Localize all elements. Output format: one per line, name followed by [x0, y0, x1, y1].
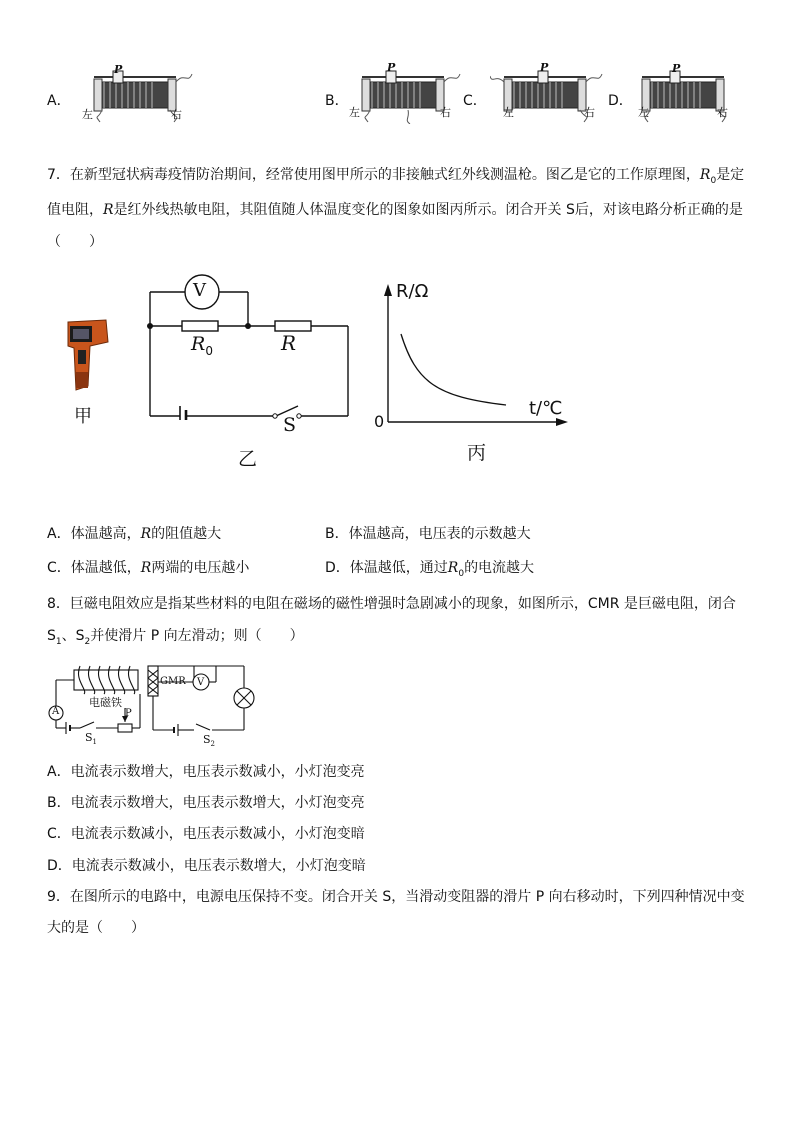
q7-option-d: D．体温越低，通过$R_0$的电流越大: [325, 560, 535, 579]
q6-option-d-slider-label: P: [672, 62, 681, 75]
q8-option-b: B．电流表示数增大，电压表示数增大，小灯泡变亮: [47, 795, 365, 811]
q8-ammeter-label: A: [52, 706, 60, 717]
q7-r0-label: $R_0$: [191, 333, 213, 358]
q7-fig-bing-label: 丙: [467, 442, 487, 464]
q8-voltmeter-label: V: [197, 677, 205, 688]
q8-gmr-label: GMR: [160, 676, 186, 687]
q6-option-c-slider-label: P: [540, 61, 549, 74]
q8-electromagnet-label: 电磁铁: [89, 696, 122, 709]
q7-option-c: C．体温越低，R两端的电压越小: [47, 560, 250, 576]
q8-option-d: D．电流表示数减小，电压表示数增大，小灯泡变暗: [47, 858, 366, 874]
q7-graph-y-axis-label: R/Ω: [396, 281, 429, 302]
q8-slider-p-label: P: [125, 708, 132, 719]
q7-answer-brackets: （ ）: [47, 234, 103, 250]
q7-fig-jia-label: 甲: [74, 406, 92, 427]
q9-stem-line-2: 大的是（ ）: [47, 920, 145, 936]
q6-option-c-left-label: 左: [503, 106, 514, 119]
q6-option-d-label: D．: [608, 93, 633, 109]
q6-option-d-right-label: 右: [717, 106, 728, 119]
q6-option-a-label: A．: [47, 93, 71, 109]
q6-option-b-right-label: 右: [440, 106, 451, 119]
q8-s2-label: $S_2$: [203, 733, 216, 749]
q7-voltmeter-label: V: [193, 280, 206, 301]
q7-stem-line-1: 7．在新型冠状病毒疫情防治期间，经常使用图甲所示的非接触式红外线测温枪。图乙是它的工作原理图，$R_0$是定: [47, 167, 745, 186]
q6-option-b-slider-label: P: [387, 61, 396, 74]
q7-option-a: A．体温越高，R的阻值越大: [47, 526, 222, 542]
q7-r-label: R: [281, 331, 297, 355]
q6-option-a-left-label: 左: [82, 108, 93, 121]
q7-fig-jia-thermometer-gun: [62, 316, 114, 398]
q8-s1-label: $S_1$: [85, 731, 98, 747]
q7-graph-x-axis-label: t/℃: [529, 398, 563, 419]
q8-stem-line-2: $S_1$、$S_2$并使滑片 P 向左滑动；则（ ）: [47, 628, 304, 647]
q6-option-d-left-label: 左: [638, 106, 649, 119]
q6-option-a-right-label: 右: [171, 108, 182, 121]
q6-option-b-label: B．: [325, 93, 349, 109]
q6-option-c-right-label: 右: [584, 106, 595, 119]
q8-stem-line-1: 8．巨磁电阻效应是指某些材料的电阻在磁场的磁性增强时急剧减小的现象，如图所示，CMR 是巨磁电阻，闭合: [47, 596, 736, 612]
q7-graph-origin: 0: [374, 412, 385, 431]
q7-switch-label: S: [283, 414, 297, 436]
q7-fig-yi-label: 乙: [238, 448, 258, 470]
q7-fig-yi-circuit: [140, 270, 360, 420]
q9-stem-line-1: 9．在图所示的电路中，电源电压保持不变。闭合开关 S，当滑动变阻器的滑片 P 向右移动时，下列四种情况中变: [47, 889, 745, 905]
q7-option-b: B．体温越高，电压表的示数越大: [325, 526, 531, 542]
q8-option-c: C．电流表示数减小，电压表示数减小，小灯泡变暗: [47, 826, 365, 842]
q7-stem-line-2: 值电阻，R是红外线热敏电阻，其阻值随人体温度变化的图象如图丙所示。闭合开关 S后，对该电路分析正确的是: [47, 202, 743, 218]
q6-option-c-label: C．: [463, 93, 487, 109]
q6-option-b-left-label: 左: [349, 106, 360, 119]
q6-option-a-slider-label: P: [114, 63, 123, 76]
q8-gmr-circuit-diagram: [44, 660, 280, 752]
q8-option-a: A．电流表示数增大，电压表示数减小，小灯泡变亮: [47, 764, 365, 780]
